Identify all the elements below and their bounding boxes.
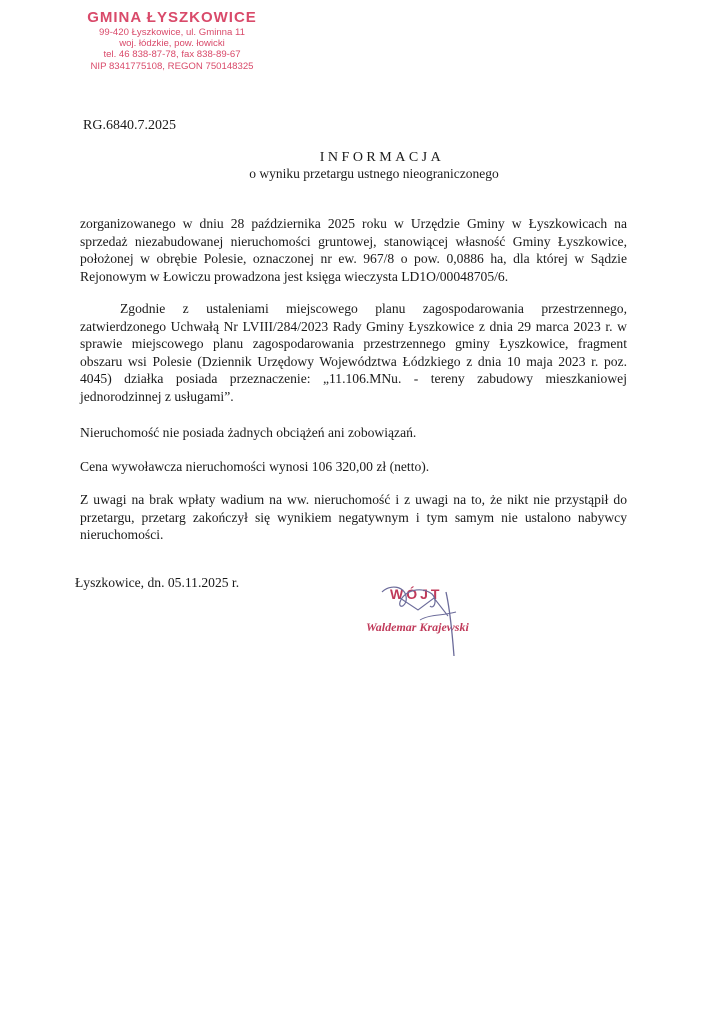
stamp-address: 99-420 Łyszkowice, ul. Gminna 11 (99, 27, 245, 38)
stamp-phone: tel. 46 838-87-78, fax 838-89-67 (103, 49, 241, 61)
paragraph-plan: Zgodnie z ustaleniami miejscowego planu zagospodarowania przestrzennego, zatwierdzonego Uchwałą Nr LVIII/284/2023 Rady Gminy Łyszkowice z dnia 29 marca 2023 r. w sprawie miejscowego planu zagospodarowania przestrzennego gminy Łyszkowice, fragment obszaru wsi Polesie (Dziennik Urzędowy Województwa Łódzkiego z dnia 10 maja 2023 r. poz. 4045) działka posiada przeznaczenie: „11.106.MNu. - tereny zabudowy mieszkaniowej jednorodzinnej z usługami”. (80, 301, 627, 404)
paragraph-encumbrances: Nieruchomość nie posiada żadnych obciążeń ani zobowiązań. (80, 425, 417, 440)
place-and-date: Łyszkowice, dn. 05.11.2025 r. (75, 575, 240, 590)
paragraph-intro: zorganizowanego w dniu 28 października 2025 roku w Urzędzie Gminy w Łyszkowicach na sprzedaż niezabudowanej nieruchomości gruntowej, stanowiącej własność Gminy Łyszkowice, położonej w obrębie Polesie, oznaczonej nr ew. 967/8 o pow. 0,0886 ha, dla której w Sądzie Rejonowym w Łowiczu prowadzona jest księga wieczysta LD1O/00048705/6. (80, 216, 627, 284)
stamp-municipality-name: GMINA ŁYSZKOWICE (87, 9, 257, 26)
signature-block (360, 580, 510, 660)
stamp-region: woj. łódzkie, pow. łowicki (119, 38, 225, 50)
municipality-stamp (72, 8, 272, 72)
reference-number: RG.6840.7.2025 (83, 118, 176, 133)
paragraph-price: Cena wywoławcza nieruchomości wynosi 106 320,00 zł (netto). (80, 459, 430, 474)
signature-title: WÓJT (390, 586, 443, 602)
paragraph-result: Z uwagi na brak wpłaty wadium na ww. nieruchomość i z uwagi na to, że nikt nie przystąpił do przetargu, przetarg zakończył się wynikiem negatywnym i tym samym nie ustalono nabywcy nieruchomości. (80, 492, 627, 542)
document-title: INFORMACJA (319, 150, 445, 165)
stamp-tax-ids: NIP 8341775108, REGON 750148325 (90, 60, 254, 72)
paragraph-plan-wrapper (80, 300, 627, 405)
signature-name: Waldemar Krajewski (366, 620, 469, 634)
document-subtitle: o wyniku przetargu ustnego nieograniczonego (249, 166, 499, 181)
handwritten-signature-icon (360, 580, 510, 660)
